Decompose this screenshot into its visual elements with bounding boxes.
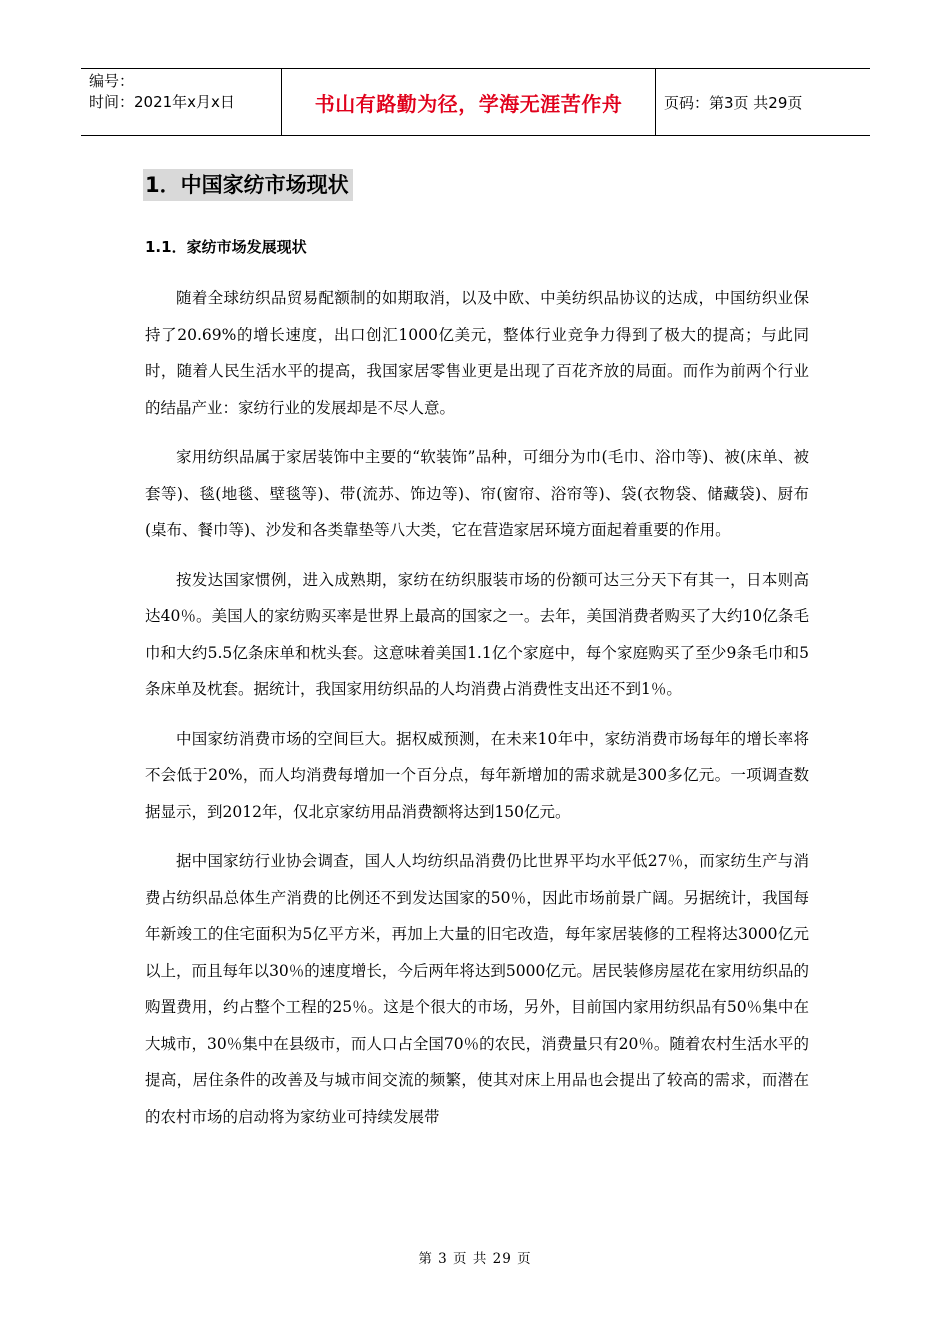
header-motto: 书山有路勤为径，学海无涯苦作舟	[314, 91, 623, 116]
paragraph: 中国家纺消费市场的空间巨大。据权威预测，在未来10年中，家纺消费市场每年的增长率将不会低于20%，而人均消费每增加一个百分点，每年新增加的需求就是300多亿元。一项调查数据显示，到2012年，仅北京家纺用品消费额将达到150亿元。	[145, 729, 809, 821]
body-content	[145, 280, 809, 1148]
document-number-label: 编号：	[89, 72, 135, 90]
paragraph: 按发达国家惯例，进入成熟期，家纺在纺织服装市场的份额可达三分天下有其一，日本则高达40％。美国人的家纺购买率是世界上最高的国家之一。去年，美国消费者购买了大约10亿条毛巾和大约5.5亿条床单和枕头套。这意味着美国1.1亿个家庭中，每个家庭购买了至少9条毛巾和5条床单及枕套。据统计，我国家用纺织品的人均消费占消费性支出还不到1％。	[145, 570, 809, 698]
section-heading: 1．中国家纺市场现状	[143, 169, 353, 201]
document-date: 时间：2021年x月x日	[89, 93, 235, 111]
paragraph: 据中国家纺行业协会调查，国人人均纺织品消费仍比世界平均水平低27％，而家纺生产与消费占纺织品总体生产消费的比例还不到发达国家的50％，因此市场前景广阔。另据统计，我国每年新竣工的住宅面积为5亿平方米，再加上大量的旧宅改造，每年家居装修的工程将达3000亿元以上，而且每年以30％的速度增长，今后两年将达到5000亿元。居民装修房屋花在家用纺织品的购置费用，约占整个工程的25％。这是个很大的市场，另外，目前国内家用纺织品有50％集中在大城市，30％集中在县级市，而人口占全国70％的农民，消费量只有20％。随着农村生活水平的提高，居住条件的改善及与城市间交流的频繁，使其对床上用品也会提出了较高的需求，而潜在的农村市场的启动将为家纺业可持续发展带	[145, 852, 809, 1126]
header-left-cell	[81, 69, 281, 135]
paragraph: 家用纺织品属于家居装饰中主要的“软装饰”品种，可细分为巾(毛巾、浴巾等)、被(床单、被套等)、毯(地毯、壁毯等)、带(流苏、饰边等)、帘(窗帘、浴帘等)、袋(衣物袋、储藏袋)、厨布(桌布、餐巾等)、沙发和各类靠垫等八大类，它在营造家居环境方面起着重要的作用。	[145, 448, 809, 539]
header-page-info: 页码：第3页 共29页	[664, 93, 803, 112]
page-header	[81, 68, 870, 136]
subsection-heading: 1.1．家纺市场发展现状	[145, 238, 307, 256]
page-footer: 第 3 页 共 29 页	[418, 1251, 532, 1267]
paragraph: 随着全球纺织品贸易配额制的如期取消，以及中欧、中美纺织品协议的达成，中国纺织业保持了20.69%的增长速度，出口创汇1000亿美元，整体行业竞争力得到了极大的提高；与此同时，随着人民生活水平的提高，我国家居零售业更是出现了百花齐放的局面。而作为前两个行业的结晶产业：家纺行业的发展却是不尽人意。	[145, 289, 809, 417]
header-motto-cell	[281, 69, 656, 135]
header-page-info-cell	[656, 69, 870, 135]
